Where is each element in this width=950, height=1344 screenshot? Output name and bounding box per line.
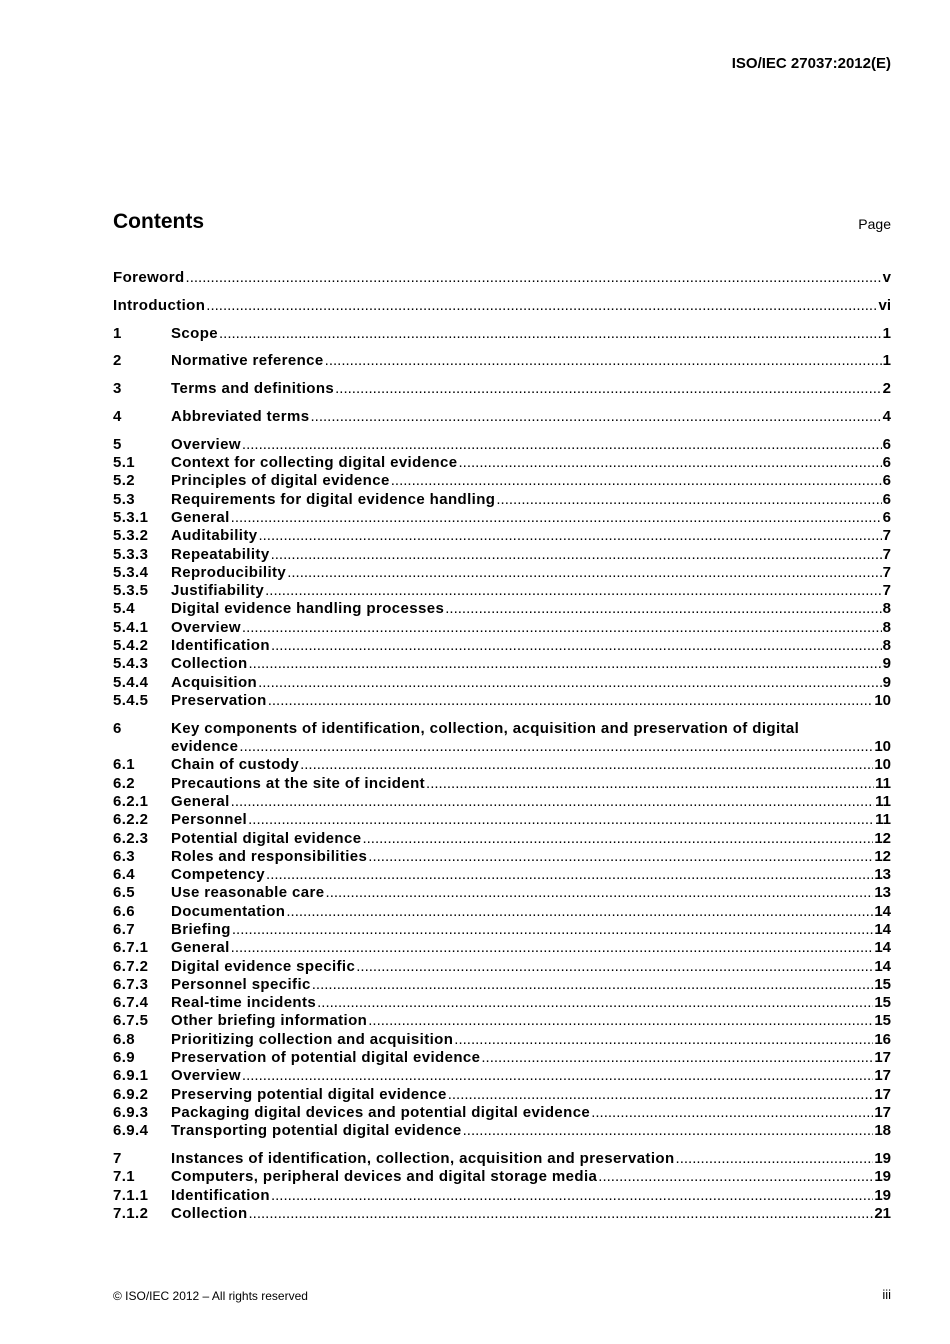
toc-entry-number: 5.4 — [113, 600, 136, 618]
toc-entry-title: Overview — [171, 618, 241, 636]
toc-leader-dots — [248, 811, 874, 829]
toc-entry-page: 19 — [874, 1168, 891, 1186]
toc-entry-page: 15 — [874, 994, 891, 1012]
toc-leader-dots — [335, 380, 882, 398]
toc-entry[interactable] — [113, 756, 891, 774]
toc-entry-page: 15 — [874, 975, 891, 993]
toc-entry[interactable] — [113, 408, 891, 426]
toc-entry-title: Overview — [171, 1067, 241, 1085]
toc-entry-title: Requirements for digital evidence handling — [171, 490, 496, 508]
toc-entry-number: 6.7.3 — [113, 975, 149, 993]
toc-entry-number: 5.3 — [113, 490, 136, 508]
toc-entry-title: Packaging digital devices and potential digital evidence — [171, 1103, 591, 1121]
toc-leader-dots — [496, 491, 881, 509]
toc-leader-dots — [249, 1205, 874, 1223]
toc-entry-page: 8 — [882, 618, 891, 636]
toc-leader-dots — [448, 1086, 874, 1104]
document-id-header: ISO/IEC 27037:2012(E) — [731, 55, 891, 72]
toc-entry-number: 5.4.3 — [113, 655, 149, 673]
toc-entry-title: Foreword — [113, 269, 185, 286]
toc-leader-dots — [271, 637, 882, 655]
toc-entry[interactable] — [113, 637, 891, 655]
toc-entry-page: 7 — [882, 582, 891, 600]
toc-entry-page: 7 — [882, 563, 891, 581]
toc-entry-page: 9 — [882, 655, 891, 673]
toc-entry[interactable] — [113, 491, 891, 509]
toc-entry-title: Acquisition — [171, 673, 258, 691]
toc-entry-title: evidence — [171, 738, 239, 756]
toc-entry[interactable] — [113, 958, 891, 976]
toc-leader-dots — [242, 1067, 873, 1085]
toc-leader-dots — [312, 976, 874, 994]
toc-leader-dots — [239, 738, 873, 756]
toc-entry-title: Normative reference — [171, 352, 324, 370]
toc-entry-number: 5.2 — [113, 472, 136, 490]
table-of-contents — [113, 269, 891, 1223]
toc-entry[interactable] — [113, 655, 891, 673]
toc-leader-dots — [481, 1049, 873, 1067]
toc-entry[interactable] — [113, 1049, 891, 1067]
toc-leader-dots — [258, 527, 881, 545]
toc-entry-number: 7.1.2 — [113, 1204, 149, 1222]
toc-entry-page: 10 — [874, 738, 891, 756]
page-column-label: Page — [858, 216, 891, 232]
toc-entry[interactable] — [113, 1012, 891, 1030]
toc-entry[interactable] — [113, 269, 891, 287]
toc-entry[interactable] — [113, 976, 891, 994]
toc-leader-dots — [206, 297, 877, 315]
toc-entry-title: Auditability — [171, 527, 258, 545]
toc-entry-page: 1 — [882, 352, 891, 370]
toc-entry-page: 6 — [882, 454, 891, 472]
toc-entry-number: 6.4 — [113, 866, 136, 884]
toc-entry-title: Identification — [171, 637, 270, 655]
toc-entry[interactable] — [113, 1086, 891, 1104]
toc-entry-page: 21 — [874, 1204, 891, 1222]
toc-entry-page: 17 — [874, 1103, 891, 1121]
toc-entry-title: Abbreviated terms — [171, 407, 310, 425]
toc-entry-number: 6.9.1 — [113, 1067, 149, 1085]
toc-leader-dots — [287, 564, 881, 582]
toc-leader-dots — [326, 884, 874, 902]
toc-entry-page: 12 — [874, 829, 891, 847]
toc-entry[interactable] — [113, 848, 891, 866]
toc-entry-title: Competency — [171, 866, 266, 884]
toc-entry-title: Documentation — [171, 902, 286, 920]
toc-entry[interactable] — [113, 884, 891, 902]
toc-entry[interactable] — [113, 546, 891, 564]
toc-entry-number: 5.4.2 — [113, 637, 149, 655]
toc-entry-page: 16 — [874, 1030, 891, 1048]
toc-entry-title: Personnel — [171, 811, 248, 829]
toc-entry-number: 6.9 — [113, 1049, 136, 1067]
toc-entry-number: 5.4.5 — [113, 691, 149, 709]
toc-entry[interactable] — [113, 527, 891, 545]
toc-entry-title: General — [171, 508, 230, 526]
toc-entry-page: 8 — [882, 637, 891, 655]
toc-entry-page: 13 — [874, 866, 891, 884]
toc-entry[interactable] — [113, 692, 891, 710]
toc-entry-title: Terms and definitions — [171, 380, 335, 398]
toc-entry[interactable] — [113, 1031, 891, 1049]
toc-entry-number: 5.3.3 — [113, 545, 149, 563]
toc-entry[interactable] — [113, 1168, 891, 1186]
toc-leader-dots — [454, 1031, 873, 1049]
toc-entry-number: 5.4.4 — [113, 673, 149, 691]
toc-entry-page: 17 — [874, 1067, 891, 1085]
toc-entry[interactable] — [113, 674, 891, 692]
toc-entry-number: 5 — [113, 435, 122, 453]
toc-entry-page: 7 — [882, 545, 891, 563]
toc-entry-title: Collection — [171, 655, 248, 673]
toc-entry-number: 5.3.5 — [113, 582, 149, 600]
toc-entry[interactable] — [113, 352, 891, 370]
toc-entry-number: 7.1 — [113, 1168, 136, 1186]
toc-entry-number: 6.2 — [113, 774, 136, 792]
toc-entry-page: 19 — [874, 1150, 891, 1168]
toc-entry-title: Other briefing information — [171, 1012, 368, 1030]
toc-leader-dots — [300, 756, 873, 774]
toc-entry-page: v — [882, 269, 891, 286]
toc-entry-title: Preservation — [171, 691, 267, 709]
toc-entry-title: Precautions at the site of incident — [171, 774, 426, 792]
toc-leader-dots — [271, 546, 882, 564]
toc-leader-dots — [249, 655, 882, 673]
toc-entry-title: Transporting potential digital evidence — [171, 1122, 462, 1140]
toc-entry-title: Chain of custody — [171, 756, 300, 774]
toc-entry-number: 6.2.1 — [113, 792, 149, 810]
toc-leader-dots — [231, 509, 882, 527]
toc-entry-page: 17 — [874, 1085, 891, 1103]
toc-entry-page: 19 — [874, 1186, 891, 1204]
toc-leader-dots — [676, 1150, 874, 1168]
toc-entry[interactable] — [113, 454, 891, 472]
toc-entry-number: 6.7 — [113, 921, 136, 938]
toc-entry[interactable] — [113, 830, 891, 848]
toc-entry-page: 11 — [875, 792, 891, 810]
toc-entry-number: 6.3 — [113, 847, 136, 865]
toc-entry-number: 5.3.1 — [113, 508, 149, 526]
toc-entry-page: vi — [878, 296, 891, 314]
toc-leader-dots — [266, 866, 873, 884]
toc-leader-dots — [317, 994, 873, 1012]
toc-entry[interactable] — [113, 1067, 891, 1085]
toc-leader-dots — [232, 921, 873, 939]
toc-entry[interactable] — [113, 1122, 891, 1140]
toc-leader-dots — [268, 692, 874, 710]
toc-entry-number: 5.1 — [113, 454, 136, 472]
toc-entry-page: 10 — [874, 756, 891, 774]
toc-entry[interactable] — [113, 564, 891, 582]
toc-entry-number: 6.6 — [113, 902, 136, 920]
toc-entry-title: Digital evidence handling processes — [171, 600, 445, 618]
toc-entry-number: 6.7.5 — [113, 1012, 149, 1030]
toc-entry-page: 15 — [874, 1012, 891, 1030]
toc-entry-number: 1 — [113, 324, 122, 342]
toc-entry[interactable] — [113, 793, 891, 811]
toc-entry-number: 6.9.2 — [113, 1085, 149, 1103]
toc-entry-title: Personnel specific — [171, 975, 311, 993]
toc-entry-page: 10 — [874, 691, 891, 709]
toc-entry[interactable] — [113, 921, 891, 939]
toc-leader-dots — [463, 1122, 874, 1140]
toc-entry-number: 6.5 — [113, 884, 136, 902]
toc-entry-title: Computers, peripheral devices and digital storage media — [171, 1168, 598, 1186]
toc-entry-title: Briefing — [171, 921, 231, 938]
toc-entry[interactable] — [113, 436, 891, 454]
toc-entry-title: Collection — [171, 1204, 248, 1222]
toc-entry-number: 6.9.4 — [113, 1122, 149, 1140]
toc-entry-number: 6.2.2 — [113, 811, 149, 829]
toc-entry-title: General — [171, 939, 230, 957]
toc-leader-dots — [368, 1012, 873, 1030]
toc-entry-page: 6 — [882, 490, 891, 508]
toc-entry-number: 6.7.4 — [113, 994, 149, 1012]
page-number: iii — [882, 1287, 891, 1302]
toc-entry-title: Use reasonable care — [171, 884, 325, 902]
toc-entry-page: 13 — [874, 884, 891, 902]
toc-entry-number: 6.9.3 — [113, 1103, 149, 1121]
toc-leader-dots — [286, 903, 873, 921]
toc-leader-dots — [265, 582, 882, 600]
toc-entry-page: 7 — [882, 527, 891, 545]
toc-leader-dots — [356, 958, 873, 976]
toc-entry-number: 4 — [113, 407, 122, 425]
toc-entry-title: Instances of identification, collection, acquisition and preservation — [171, 1150, 675, 1168]
toc-entry[interactable] — [113, 1205, 891, 1223]
toc-leader-dots — [242, 436, 882, 454]
toc-leader-dots — [231, 939, 874, 957]
toc-entry-page: 6 — [882, 472, 891, 490]
toc-entry-title: Principles of digital evidence — [171, 472, 390, 490]
toc-leader-dots — [258, 674, 882, 692]
toc-entry[interactable] — [113, 325, 891, 343]
toc-entry[interactable] — [113, 866, 891, 884]
toc-entry-page: 1 — [882, 324, 891, 342]
page-title: Contents — [113, 210, 204, 233]
toc-entry-title: Preserving potential digital evidence — [171, 1085, 447, 1103]
toc-entry[interactable] — [113, 1104, 891, 1122]
toc-leader-dots — [271, 1187, 873, 1205]
toc-entry[interactable] — [113, 472, 891, 490]
toc-entry-title: Justifiability — [171, 582, 265, 600]
toc-entry[interactable] — [113, 775, 891, 793]
toc-entry-title: General — [171, 792, 230, 810]
toc-entry-page: 14 — [874, 921, 891, 938]
toc-entry-number: 7 — [113, 1150, 122, 1168]
toc-entry-title: Repeatability — [171, 545, 270, 563]
toc-leader-dots — [311, 408, 882, 426]
toc-entry-page: 8 — [882, 600, 891, 618]
toc-entry-title: Potential digital evidence — [171, 829, 362, 847]
toc-entry-number: 6.2.3 — [113, 829, 149, 847]
toc-leader-dots — [445, 600, 881, 618]
toc-entry-page: 18 — [874, 1122, 891, 1140]
toc-entry-number: 6 — [113, 719, 122, 737]
toc-entry-page: 6 — [882, 508, 891, 526]
toc-entry-title: Real-time incidents — [171, 994, 317, 1012]
toc-entry-page: 9 — [882, 673, 891, 691]
toc-entry-page: 11 — [875, 774, 891, 792]
toc-entry[interactable] — [113, 1150, 891, 1168]
toc-entry-page: 2 — [882, 380, 891, 398]
toc-entry[interactable] — [113, 619, 891, 637]
toc-leader-dots — [368, 848, 873, 866]
toc-entry-page: 14 — [874, 957, 891, 975]
toc-entry[interactable] — [113, 939, 891, 957]
toc-entry-title: Reproducibility — [171, 563, 287, 581]
toc-entry-number: 6.7.2 — [113, 957, 149, 975]
toc-entry-number: 6.8 — [113, 1030, 136, 1048]
toc-entry-title: Roles and responsibilities — [171, 847, 368, 865]
toc-entry-number: 7.1.1 — [113, 1186, 149, 1204]
toc-entry[interactable] — [113, 600, 891, 618]
toc-entry[interactable] — [113, 738, 891, 756]
toc-leader-dots — [591, 1104, 873, 1122]
toc-entry[interactable] — [113, 380, 891, 398]
toc-leader-dots — [231, 793, 874, 811]
toc-entry-title: Identification — [171, 1186, 270, 1204]
toc-leader-dots — [598, 1168, 873, 1186]
toc-entry-title: Context for collecting digital evidence — [171, 454, 458, 472]
toc-entry-title: Key components of identification, collection, acquisition and preservation of digital — [171, 719, 800, 737]
toc-entry[interactable] — [113, 297, 891, 315]
toc-entry[interactable] — [113, 720, 891, 738]
toc-entry-title: Preservation of potential digital evidence — [171, 1049, 481, 1067]
toc-leader-dots — [391, 472, 882, 490]
toc-entry-number: 6.7.1 — [113, 939, 149, 957]
toc-leader-dots — [242, 619, 882, 637]
toc-entry-page: 17 — [874, 1049, 891, 1067]
toc-entry-title: Prioritizing collection and acquisition — [171, 1030, 454, 1048]
toc-leader-dots — [362, 830, 873, 848]
toc-entry-page: 14 — [874, 939, 891, 957]
toc-leader-dots — [325, 352, 882, 370]
toc-entry[interactable] — [113, 903, 891, 921]
toc-entry[interactable] — [113, 1187, 891, 1205]
toc-entry-title: Digital evidence specific — [171, 957, 356, 975]
toc-leader-dots — [186, 269, 882, 287]
toc-entry-number: 3 — [113, 380, 122, 398]
copyright-footer: © ISO/IEC 2012 – All rights reserved — [113, 1289, 308, 1303]
toc-leader-dots — [219, 325, 882, 343]
toc-entry-number: 5.3.4 — [113, 563, 149, 581]
toc-entry-page: 4 — [882, 407, 891, 425]
toc-entry[interactable] — [113, 509, 891, 527]
toc-entry-title: Scope — [171, 324, 219, 342]
toc-entry-title: Overview — [171, 435, 241, 453]
toc-entry-number: 2 — [113, 352, 122, 370]
toc-entry-title: Introduction — [113, 296, 206, 314]
toc-entry[interactable] — [113, 582, 891, 600]
toc-leader-dots — [458, 454, 881, 472]
toc-entry-number: 5.4.1 — [113, 618, 149, 636]
toc-entry-number: 6.1 — [113, 756, 136, 774]
toc-entry-page: 12 — [874, 847, 891, 865]
toc-entry-page: 6 — [882, 435, 891, 453]
toc-leader-dots — [426, 775, 874, 793]
toc-entry[interactable] — [113, 811, 891, 829]
toc-entry-page: 11 — [875, 811, 891, 829]
toc-entry[interactable] — [113, 994, 891, 1012]
toc-entry-number: 5.3.2 — [113, 527, 149, 545]
toc-entry-page: 14 — [874, 902, 891, 920]
